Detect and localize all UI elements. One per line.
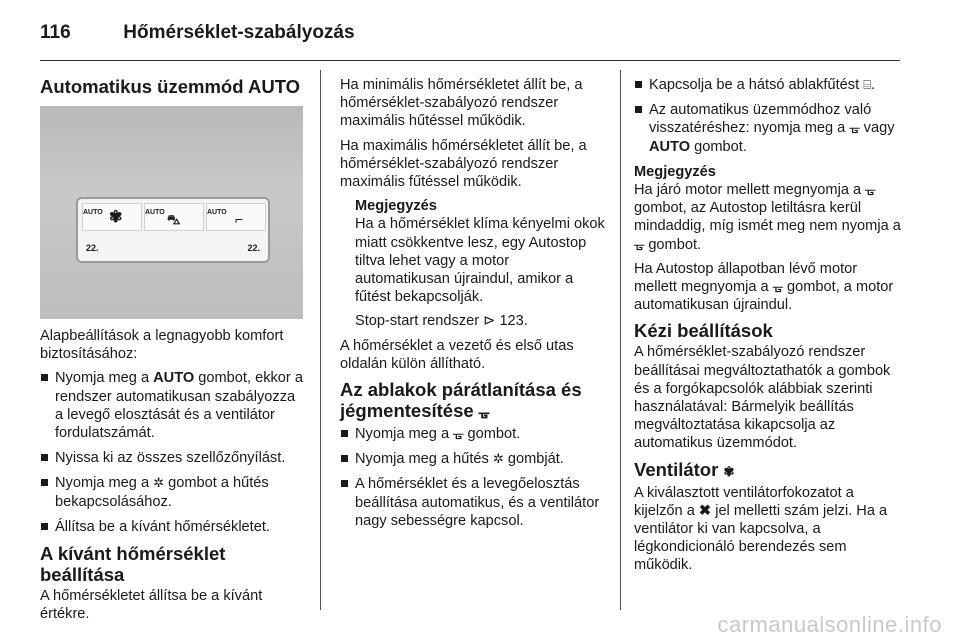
section-heading-fan: Ventilátor ✾ — [634, 458, 735, 480]
paragraph: A hőmérséklet-szabályozó rendszer beállításai megváltoztathatók a gombok és a forgókapcsolók alábbiak szerinti használatával: Bármelyik beállítás megváltoztatása kikapcsolja az automatikus üzemmódot. — [634, 344, 891, 452]
airflow-car-icon: ⛍ — [167, 212, 181, 227]
note-box — [340, 197, 606, 330]
auto-fan-button: AUTO ✾ — [82, 203, 142, 231]
column-2 — [340, 76, 606, 537]
page-header — [40, 22, 355, 44]
rear-defrost-icon: ⌸ — [863, 77, 871, 92]
note-title: Megjegyzés — [355, 198, 437, 215]
defrost-icon: ᚗ — [865, 182, 876, 198]
paragraph: Ha maximális hőmérsékletet állít be, a hőmérséklet-szabályozó rendszer maximális fűtéssel működik. — [340, 137, 587, 191]
auto-seat-button: AUTO ⌐ — [206, 203, 266, 231]
header-rule — [40, 60, 900, 61]
temperature-text: A hőmérsékletet állítsa be a kívánt értékre. — [40, 588, 263, 623]
list-item: Az automatikus üzemmódhoz való visszatéréshez: nyomja meg a ᚗ vagy AUTO gombot. — [634, 101, 902, 156]
watermark: carmanualsonline.info — [717, 612, 942, 637]
note-title: Megjegyzés — [634, 163, 716, 180]
note-text: Ha járó motor mellett megnyomja a ᚗ gombot, az Autostop letiltásra kerül mindaddig, míg ismét meg nem nyomja a ᚗ gombot. — [634, 182, 901, 253]
fan-icon: ✾ — [723, 463, 735, 479]
list-item: Nyomja meg a ✲ gombot a hűtés bekapcsolásához. — [40, 474, 305, 510]
defrost-icon: ᚗ — [849, 120, 860, 136]
snowflake-icon: ✲ — [492, 451, 504, 467]
auto-airflow-button: AUTO ⛍ — [144, 203, 204, 231]
fan-icon: ✖ — [698, 502, 712, 519]
climate-panel — [78, 199, 268, 261]
paragraph: A hőmérséklet a vezető és első utas oldalán külön állítható. — [340, 337, 574, 372]
section-heading-defrost: Az ablakok párátlanítása és jégmentesítése ᚗ — [340, 379, 582, 422]
list-item: Nyomja meg a hűtés ✲ gombját. — [340, 450, 606, 468]
temp-right: 22. — [247, 242, 260, 253]
list-item: Állítsa be a kívánt hőmérsékletet. — [40, 518, 305, 536]
section-heading-auto: Automatikus üzemmód AUTO — [40, 76, 301, 97]
paragraph: A kiválasztott ventilátorfokozatot a kijelzőn a ✖ jel melletti szám jelzi. Ha a ventilátor ki van kapcsolva, a légkondicionáló berendezés sem működik. — [634, 484, 888, 574]
page-ref-icon: ⊳ — [483, 313, 496, 330]
intro-text: Alapbeállítások a legnagyobb komfort biztosításához: — [40, 328, 284, 363]
note-text: Ha Autostop állapotban lévő motor mellett megnyomja a ᚗ gombot, a motor automatikusan újraindul. — [634, 260, 894, 314]
list-item: Nyissa ki az összes szellőzőnyílást. — [40, 449, 305, 467]
defrost-icon: ᚗ — [453, 426, 464, 442]
defrost-icon: ᚗ — [634, 236, 645, 252]
column-1 — [40, 76, 305, 629]
list-item: Kapcsolja be a hátsó ablakfűtést ⌸. — [634, 76, 902, 94]
column-3 — [634, 76, 902, 581]
list-item: Nyomja meg a ᚗ gombot. — [340, 425, 606, 443]
paragraph: Ha minimális hőmérsékletet állít be, a hőmérséklet-szabályozó rendszer maximális hűtéssel működik. — [340, 77, 583, 130]
climate-panel-photo — [40, 106, 303, 319]
list-item: Nyomja meg a AUTO gombot, ekkor a rendszer automatikusan szabályozza a levegő elosztását és a ventilátor fordulatszámát. — [40, 369, 305, 442]
defrost-icon: ᚗ — [478, 405, 490, 421]
temp-left: 22. — [86, 242, 99, 253]
section-heading-manual: Kézi beállítások — [634, 320, 773, 342]
seat-icon: ⌐ — [235, 211, 244, 227]
list-item: A hőmérséklet és a levegőelosztás beállítása automatikus, és a ventilátor nagy sebességre kapcsol. — [340, 475, 606, 530]
note-ref: Stop-start rendszer ⊳ 123. — [355, 313, 528, 330]
fan-icon: ✾ — [109, 209, 123, 226]
snowflake-icon: ✲ — [153, 475, 165, 491]
note-text: Ha a hőmérséklet klíma kényelmi okok miatt csökkentve lesz, egy Autostop tiltva lehet vagy a motor automatikusan újraindul, amikor a fűtést bekapcsolják. — [355, 216, 605, 306]
page-number: 116 — [40, 22, 71, 43]
column-divider-2 — [620, 70, 621, 610]
section-heading-temperature: A kívánt hőmérséklet beállítása — [40, 543, 226, 586]
defrost-icon: ᚗ — [772, 279, 783, 295]
column-divider-1 — [320, 70, 321, 610]
page-title: Hőmérséklet-szabályozás — [123, 22, 355, 43]
